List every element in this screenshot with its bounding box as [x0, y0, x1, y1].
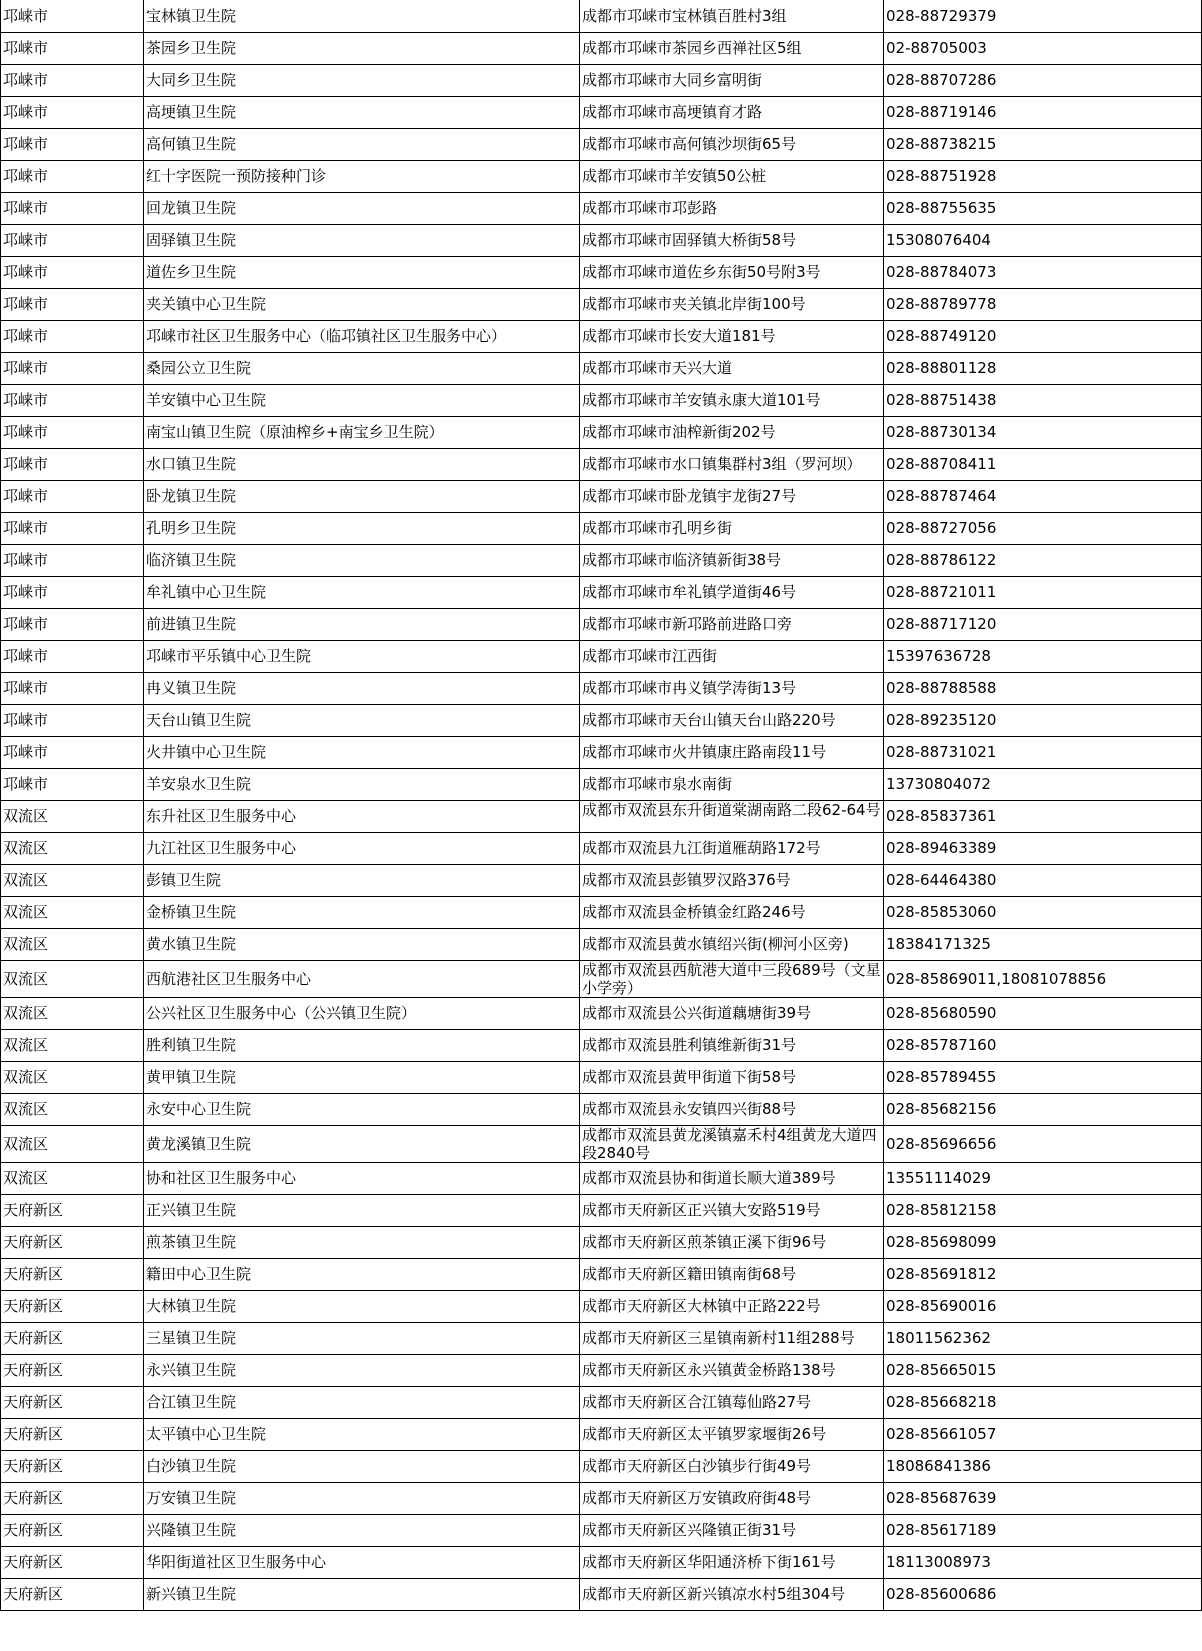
table-row: [1, 1029, 1202, 1061]
phone-cell[interactable]: 13551114029: [884, 1162, 1202, 1194]
clinic-name-cell[interactable]: 三星镇卫生院: [144, 1322, 580, 1354]
address-cell[interactable]: 成都市邛崃市高何镇沙坝街65号: [580, 128, 884, 160]
district-cell[interactable]: 邛崃市: [1, 128, 144, 160]
district-cell[interactable]: 天府新区: [1, 1290, 144, 1322]
table-row: [1, 416, 1202, 448]
table-row: [1, 320, 1202, 352]
table-row: [1, 64, 1202, 96]
clinic-name-cell[interactable]: 前进镇卫生院: [144, 608, 580, 640]
district-cell[interactable]: 天府新区: [1, 1258, 144, 1290]
table-row: [1, 1578, 1202, 1610]
address-cell[interactable]: 成都市天府新区太平镇罗家堰街26号: [580, 1418, 884, 1450]
address-cell[interactable]: 成都市邛崃市卧龙镇宇龙街27号: [580, 480, 884, 512]
district-cell[interactable]: 邛崃市: [1, 32, 144, 64]
district-cell[interactable]: 天府新区: [1, 1354, 144, 1386]
table-row: [1, 608, 1202, 640]
clinic-name-cell[interactable]: 公兴社区卫生服务中心（公兴镇卫生院）: [144, 997, 580, 1029]
phone-cell[interactable]: 028-85617189: [884, 1514, 1202, 1546]
address-cell[interactable]: 成都市双流县彭镇罗汉路376号: [580, 864, 884, 896]
phone-cell[interactable]: 028-88755635: [884, 192, 1202, 224]
clinic-name-cell[interactable]: 胜利镇卫生院: [144, 1029, 580, 1061]
table-row: [1, 672, 1202, 704]
phone-cell[interactable]: 13730804072: [884, 768, 1202, 800]
clinic-name-cell[interactable]: 协和社区卫生服务中心: [144, 1162, 580, 1194]
clinic-name-cell[interactable]: 茶园乡卫生院: [144, 32, 580, 64]
clinic-name-cell[interactable]: 道佐乡卫生院: [144, 256, 580, 288]
clinic-name-cell[interactable]: 临济镇卫生院: [144, 544, 580, 576]
address-cell[interactable]: 成都市邛崃市孔明乡街: [580, 512, 884, 544]
address-cell[interactable]: 成都市双流县协和街道长顺大道389号: [580, 1162, 884, 1194]
table-row: [1, 1093, 1202, 1125]
district-cell[interactable]: 邛崃市: [1, 256, 144, 288]
district-cell[interactable]: 邛崃市: [1, 608, 144, 640]
table-row: [1, 1450, 1202, 1482]
clinic-name-cell[interactable]: 火井镇中心卫生院: [144, 736, 580, 768]
district-cell[interactable]: 邛崃市: [1, 736, 144, 768]
district-cell[interactable]: 天府新区: [1, 1578, 144, 1610]
district-cell[interactable]: 天府新区: [1, 1514, 144, 1546]
table-row: [1, 352, 1202, 384]
phone-cell[interactable]: 028-85680590: [884, 997, 1202, 1029]
table-row: [1, 997, 1202, 1029]
district-cell[interactable]: 邛崃市: [1, 224, 144, 256]
address-cell[interactable]: 成都市双流县东升街道棠湖南路二段62-64号: [580, 800, 884, 832]
district-cell[interactable]: 双流区: [1, 960, 144, 997]
clinic-name-cell[interactable]: 牟礼镇中心卫生院: [144, 576, 580, 608]
table-row: [1, 1258, 1202, 1290]
district-cell[interactable]: 天府新区: [1, 1322, 144, 1354]
district-cell[interactable]: 天府新区: [1, 1418, 144, 1450]
district-cell[interactable]: 邛崃市: [1, 768, 144, 800]
phone-cell[interactable]: 028-88787464: [884, 480, 1202, 512]
clinic-name-cell[interactable]: 黄甲镇卫生院: [144, 1061, 580, 1093]
address-cell[interactable]: 成都市双流县公兴街道藕塘街39号: [580, 997, 884, 1029]
address-cell[interactable]: 成都市天府新区大林镇中正路222号: [580, 1290, 884, 1322]
phone-cell[interactable]: 028-85698099: [884, 1226, 1202, 1258]
address-cell[interactable]: 成都市邛崃市临济镇新街38号: [580, 544, 884, 576]
table-row: [1, 448, 1202, 480]
address-cell[interactable]: 成都市天府新区华阳通济桥下街161号: [580, 1546, 884, 1578]
district-cell[interactable]: 邛崃市: [1, 384, 144, 416]
address-cell[interactable]: 成都市邛崃市羊安镇50公桩: [580, 160, 884, 192]
phone-cell[interactable]: 028-85789455: [884, 1061, 1202, 1093]
phone-cell[interactable]: 028-88749120: [884, 320, 1202, 352]
phone-cell[interactable]: 18011562362: [884, 1322, 1202, 1354]
phone-cell[interactable]: 028-85690016: [884, 1290, 1202, 1322]
clinic-name-cell[interactable]: 籍田中心卫生院: [144, 1258, 580, 1290]
phone-cell[interactable]: 028-88730134: [884, 416, 1202, 448]
address-cell[interactable]: 成都市邛崃市江西街: [580, 640, 884, 672]
district-cell[interactable]: 邛崃市: [1, 352, 144, 384]
phone-cell[interactable]: 18086841386: [884, 1450, 1202, 1482]
district-cell[interactable]: 邛崃市: [1, 672, 144, 704]
address-cell[interactable]: 成都市邛崃市宝林镇百胜村3组: [580, 0, 884, 32]
table-row: [1, 576, 1202, 608]
address-cell[interactable]: 成都市邛崃市茶园乡西禅社区5组: [580, 32, 884, 64]
phone-cell[interactable]: 028-85869011,18081078856: [884, 960, 1202, 997]
table-row: [1, 1514, 1202, 1546]
clinic-name-cell[interactable]: 水口镇卫生院: [144, 448, 580, 480]
district-cell[interactable]: 邛崃市: [1, 704, 144, 736]
address-cell[interactable]: 成都市邛崃市固驿镇大桥街58号: [580, 224, 884, 256]
address-cell[interactable]: 成都市邛崃市新邛路前进路口旁: [580, 608, 884, 640]
table-row: [1, 288, 1202, 320]
district-cell[interactable]: 邛崃市: [1, 0, 144, 32]
clinic-name-cell[interactable]: 永安中心卫生院: [144, 1093, 580, 1125]
clinic-name-cell[interactable]: 正兴镇卫生院: [144, 1194, 580, 1226]
phone-cell[interactable]: 028-88707286: [884, 64, 1202, 96]
address-cell[interactable]: 成都市双流县黄甲街道下街58号: [580, 1061, 884, 1093]
district-cell[interactable]: 邛崃市: [1, 288, 144, 320]
address-cell[interactable]: 成都市双流县永安镇四兴街88号: [580, 1093, 884, 1125]
address-cell[interactable]: 成都市邛崃市冉义镇学涛街13号: [580, 672, 884, 704]
address-cell[interactable]: 成都市天府新区正兴镇大安路519号: [580, 1194, 884, 1226]
district-cell[interactable]: 双流区: [1, 800, 144, 832]
phone-cell[interactable]: 028-88719146: [884, 96, 1202, 128]
address-cell[interactable]: 成都市邛崃市邛彭路: [580, 192, 884, 224]
clinic-name-cell[interactable]: 黄龙溪镇卫生院: [144, 1125, 580, 1162]
table-row: [1, 864, 1202, 896]
clinic-name-cell[interactable]: 兴隆镇卫生院: [144, 1514, 580, 1546]
clinic-name-cell[interactable]: 太平镇中心卫生院: [144, 1418, 580, 1450]
phone-cell[interactable]: 028-89463389: [884, 832, 1202, 864]
clinic-name-cell[interactable]: 邛崃市平乐镇中心卫生院: [144, 640, 580, 672]
address-cell[interactable]: 成都市邛崃市水口镇集群村3组（罗河坝）: [580, 448, 884, 480]
address-cell[interactable]: 成都市邛崃市油榨新街202号: [580, 416, 884, 448]
district-cell[interactable]: 邛崃市: [1, 192, 144, 224]
clinic-name-cell[interactable]: 回龙镇卫生院: [144, 192, 580, 224]
clinic-name-cell[interactable]: 羊安镇中心卫生院: [144, 384, 580, 416]
address-cell[interactable]: 成都市双流县胜利镇维新街31号: [580, 1029, 884, 1061]
phone-cell[interactable]: 028-85682156: [884, 1093, 1202, 1125]
district-cell[interactable]: 天府新区: [1, 1450, 144, 1482]
district-cell[interactable]: 双流区: [1, 864, 144, 896]
clinic-name-cell[interactable]: 永兴镇卫生院: [144, 1354, 580, 1386]
clinic-name-cell[interactable]: 羊安泉水卫生院: [144, 768, 580, 800]
address-cell[interactable]: 成都市邛崃市长安大道181号: [580, 320, 884, 352]
phone-cell[interactable]: 028-88751438: [884, 384, 1202, 416]
district-cell[interactable]: 双流区: [1, 997, 144, 1029]
table-row: [1, 1322, 1202, 1354]
phone-cell[interactable]: 028-85812158: [884, 1194, 1202, 1226]
phone-cell[interactable]: 02-88705003: [884, 32, 1202, 64]
phone-cell[interactable]: 028-88738215: [884, 128, 1202, 160]
table-row: [1, 0, 1202, 32]
district-cell[interactable]: 邛崃市: [1, 448, 144, 480]
clinic-name-cell[interactable]: 邛崃市社区卫生服务中心（临邛镇社区卫生服务中心）: [144, 320, 580, 352]
clinic-name-cell[interactable]: 桑园公立卫生院: [144, 352, 580, 384]
table-row: [1, 384, 1202, 416]
phone-cell[interactable]: 028-88786122: [884, 544, 1202, 576]
district-cell[interactable]: 天府新区: [1, 1194, 144, 1226]
clinic-name-cell[interactable]: 高埂镇卫生院: [144, 96, 580, 128]
district-cell[interactable]: 天府新区: [1, 1386, 144, 1418]
address-cell[interactable]: 成都市双流县九江街道雁葫路172号: [580, 832, 884, 864]
phone-cell[interactable]: 028-85787160: [884, 1029, 1202, 1061]
phone-cell[interactable]: 15308076404: [884, 224, 1202, 256]
district-cell[interactable]: 邛崃市: [1, 160, 144, 192]
clinic-name-cell[interactable]: 红十字医院一预防接种门诊: [144, 160, 580, 192]
phone-cell[interactable]: 028-88717120: [884, 608, 1202, 640]
clinic-name-cell[interactable]: 卧龙镇卫生院: [144, 480, 580, 512]
clinic-name-cell[interactable]: 南宝山镇卫生院（原油榨乡+南宝乡卫生院）: [144, 416, 580, 448]
address-cell[interactable]: 成都市邛崃市泉水南街: [580, 768, 884, 800]
district-cell[interactable]: 邛崃市: [1, 512, 144, 544]
clinic-name-cell[interactable]: 大同乡卫生院: [144, 64, 580, 96]
district-cell[interactable]: 邛崃市: [1, 544, 144, 576]
address-cell[interactable]: 成都市双流县黄龙溪镇嘉禾村4组黄龙大道四段2840号: [580, 1125, 884, 1162]
clinic-name-cell[interactable]: 金桥镇卫生院: [144, 896, 580, 928]
table-row: [1, 928, 1202, 960]
phone-cell[interactable]: 18384171325: [884, 928, 1202, 960]
address-cell[interactable]: 成都市邛崃市高埂镇育才路: [580, 96, 884, 128]
clinic-table-body: [1, 0, 1202, 1610]
address-cell[interactable]: 成都市天府新区新兴镇凉水村5组304号: [580, 1578, 884, 1610]
district-cell[interactable]: 双流区: [1, 832, 144, 864]
clinic-name-cell[interactable]: 新兴镇卫生院: [144, 1578, 580, 1610]
address-cell[interactable]: 成都市邛崃市天兴大道: [580, 352, 884, 384]
district-cell[interactable]: 天府新区: [1, 1226, 144, 1258]
table-row: [1, 1354, 1202, 1386]
table-row: [1, 1061, 1202, 1093]
clinic-name-cell[interactable]: 彭镇卫生院: [144, 864, 580, 896]
district-cell[interactable]: 邛崃市: [1, 640, 144, 672]
clinic-name-cell[interactable]: 大林镇卫生院: [144, 1290, 580, 1322]
address-cell[interactable]: 成都市天府新区万安镇政府街48号: [580, 1482, 884, 1514]
district-cell[interactable]: 双流区: [1, 896, 144, 928]
district-cell[interactable]: 天府新区: [1, 1482, 144, 1514]
address-cell[interactable]: 成都市天府新区籍田镇南街68号: [580, 1258, 884, 1290]
table-row: [1, 1162, 1202, 1194]
phone-cell[interactable]: 028-88751928: [884, 160, 1202, 192]
phone-cell[interactable]: 028-88788588: [884, 672, 1202, 704]
table-row: [1, 896, 1202, 928]
phone-cell[interactable]: 028-85853060: [884, 896, 1202, 928]
phone-cell[interactable]: 028-88801128: [884, 352, 1202, 384]
phone-cell[interactable]: 15397636728: [884, 640, 1202, 672]
table-row: [1, 704, 1202, 736]
address-cell[interactable]: 成都市双流县金桥镇金红路246号: [580, 896, 884, 928]
clinic-name-cell[interactable]: 固驿镇卫生院: [144, 224, 580, 256]
address-cell[interactable]: 成都市邛崃市火井镇康庄路南段11号: [580, 736, 884, 768]
table-row: [1, 832, 1202, 864]
district-cell[interactable]: 双流区: [1, 1125, 144, 1162]
phone-cell[interactable]: 028-85687639: [884, 1482, 1202, 1514]
clinic-name-cell[interactable]: 东升社区卫生服务中心: [144, 800, 580, 832]
clinic-name-cell[interactable]: 高何镇卫生院: [144, 128, 580, 160]
table-row: [1, 1418, 1202, 1450]
clinic-name-cell[interactable]: 白沙镇卫生院: [144, 1450, 580, 1482]
address-cell[interactable]: 成都市邛崃市道佐乡东街50号附3号: [580, 256, 884, 288]
clinic-name-cell[interactable]: 合江镇卫生院: [144, 1386, 580, 1418]
district-cell[interactable]: 双流区: [1, 1093, 144, 1125]
address-cell[interactable]: 成都市双流县黄水镇绍兴街(柳河小区旁): [580, 928, 884, 960]
phone-cell[interactable]: 028-64464380: [884, 864, 1202, 896]
district-cell[interactable]: 邛崃市: [1, 96, 144, 128]
table-row: [1, 32, 1202, 64]
table-row: [1, 736, 1202, 768]
clinic-name-cell[interactable]: 万安镇卫生院: [144, 1482, 580, 1514]
table-row: [1, 544, 1202, 576]
phone-cell[interactable]: 028-85665015: [884, 1354, 1202, 1386]
address-cell[interactable]: 成都市邛崃市羊安镇永康大道101号: [580, 384, 884, 416]
address-cell[interactable]: 成都市邛崃市夹关镇北岸街100号: [580, 288, 884, 320]
table-row: [1, 800, 1202, 832]
table-row: [1, 512, 1202, 544]
district-cell[interactable]: 邛崃市: [1, 416, 144, 448]
phone-cell[interactable]: 028-88784073: [884, 256, 1202, 288]
address-cell[interactable]: 成都市天府新区永兴镇黄金桥路138号: [580, 1354, 884, 1386]
address-cell[interactable]: 成都市天府新区三星镇南新村11组288号: [580, 1322, 884, 1354]
district-cell[interactable]: 邛崃市: [1, 64, 144, 96]
table-row: [1, 224, 1202, 256]
phone-cell[interactable]: 028-88721011: [884, 576, 1202, 608]
clinic-name-cell[interactable]: 九江社区卫生服务中心: [144, 832, 580, 864]
phone-cell[interactable]: 028-88727056: [884, 512, 1202, 544]
address-cell[interactable]: 成都市天府新区白沙镇步行街49号: [580, 1450, 884, 1482]
clinic-name-cell[interactable]: 孔明乡卫生院: [144, 512, 580, 544]
clinic-name-cell[interactable]: 冉义镇卫生院: [144, 672, 580, 704]
table-row: [1, 1194, 1202, 1226]
table-row: [1, 1226, 1202, 1258]
table-row: [1, 256, 1202, 288]
phone-cell[interactable]: 028-85837361: [884, 800, 1202, 832]
phone-cell[interactable]: 028-88729379: [884, 0, 1202, 32]
clinic-name-cell[interactable]: 宝林镇卫生院: [144, 0, 580, 32]
table-row: [1, 192, 1202, 224]
address-cell[interactable]: 成都市邛崃市牟礼镇学道街46号: [580, 576, 884, 608]
clinic-name-cell[interactable]: 煎茶镇卫生院: [144, 1226, 580, 1258]
phone-cell[interactable]: 028-88731021: [884, 736, 1202, 768]
district-cell[interactable]: 邛崃市: [1, 576, 144, 608]
phone-cell[interactable]: 028-88708411: [884, 448, 1202, 480]
address-cell[interactable]: 成都市天府新区兴隆镇正街31号: [580, 1514, 884, 1546]
district-cell[interactable]: 天府新区: [1, 1546, 144, 1578]
district-cell[interactable]: 双流区: [1, 928, 144, 960]
district-cell[interactable]: 双流区: [1, 1162, 144, 1194]
clinic-name-cell[interactable]: 黄水镇卫生院: [144, 928, 580, 960]
address-cell[interactable]: 成都市邛崃市大同乡富明街: [580, 64, 884, 96]
clinic-name-cell[interactable]: 夹关镇中心卫生院: [144, 288, 580, 320]
phone-cell[interactable]: 18113008973: [884, 1546, 1202, 1578]
table-row: [1, 1386, 1202, 1418]
address-cell[interactable]: 成都市邛崃市天台山镇天台山路220号: [580, 704, 884, 736]
table-row: [1, 96, 1202, 128]
table-row: [1, 128, 1202, 160]
district-cell[interactable]: 邛崃市: [1, 480, 144, 512]
phone-cell[interactable]: 028-89235120: [884, 704, 1202, 736]
address-cell[interactable]: 成都市天府新区合江镇莓仙路27号: [580, 1386, 884, 1418]
district-cell[interactable]: 邛崃市: [1, 320, 144, 352]
table-row: [1, 1125, 1202, 1162]
table-row: [1, 160, 1202, 192]
table-row: [1, 640, 1202, 672]
table-row: [1, 480, 1202, 512]
phone-cell[interactable]: 028-85691812: [884, 1258, 1202, 1290]
table-row: [1, 768, 1202, 800]
district-cell[interactable]: 双流区: [1, 1061, 144, 1093]
phone-cell[interactable]: 028-85696656: [884, 1125, 1202, 1162]
address-cell[interactable]: 成都市天府新区煎茶镇正溪下街96号: [580, 1226, 884, 1258]
clinic-name-cell[interactable]: 西航港社区卫生服务中心: [144, 960, 580, 997]
table-row: [1, 1482, 1202, 1514]
clinic-name-cell[interactable]: 华阳街道社区卫生服务中心: [144, 1546, 580, 1578]
address-cell[interactable]: 成都市双流县西航港大道中三段689号（文星小学旁）: [580, 960, 884, 997]
phone-cell[interactable]: 028-85600686: [884, 1578, 1202, 1610]
table-row: [1, 960, 1202, 997]
table-row: [1, 1546, 1202, 1578]
phone-cell[interactable]: 028-88789778: [884, 288, 1202, 320]
table-row: [1, 1290, 1202, 1322]
phone-cell[interactable]: 028-85661057: [884, 1418, 1202, 1450]
clinic-name-cell[interactable]: 天台山镇卫生院: [144, 704, 580, 736]
district-cell[interactable]: 双流区: [1, 1029, 144, 1061]
phone-cell[interactable]: 028-85668218: [884, 1386, 1202, 1418]
